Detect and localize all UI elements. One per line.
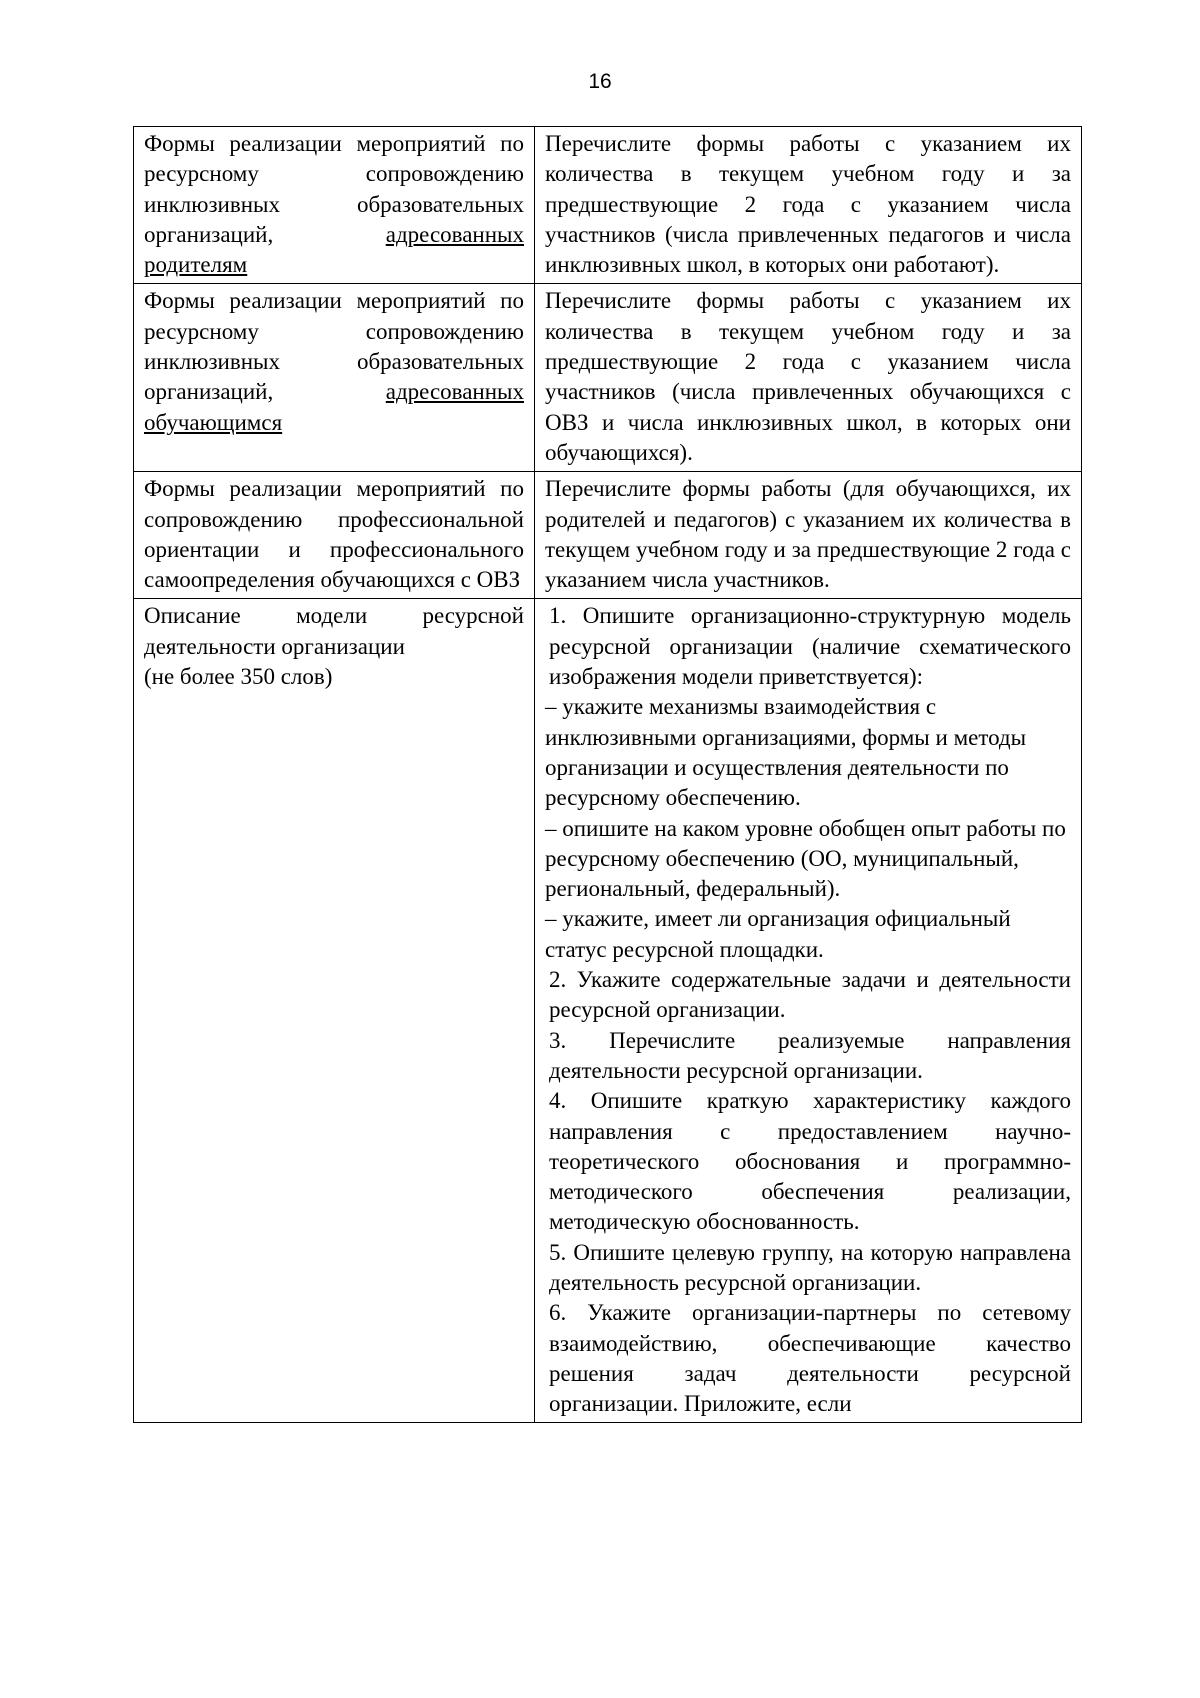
instruction-item-6: 6. Укажите организации-партнеры по сетевому взаимодействию, обеспечивающие качество решения задач деятельности ресурсной организации. Приложите, если bbox=[549, 1300, 1071, 1417]
table-cell-criterion bbox=[134, 599, 535, 1423]
table-cell-criterion bbox=[134, 472, 535, 599]
table-cell-criterion bbox=[134, 284, 535, 472]
instruction-item-3: 3. Перечислите реализуемые направления деятельности ресурсной организации. bbox=[549, 1027, 1071, 1083]
criterion-text: Формы реализации мероприятий по сопровождению профессиональной ориентации и профессионального самоопределения обучающихся с ОВЗ bbox=[144, 476, 524, 593]
criterion-text: Формы реализации мероприятий по ресурсному сопровождению инклюзивных образовательных организаций, bbox=[144, 131, 524, 247]
criterion-underlined-text: адресованных обучающимся bbox=[144, 379, 524, 435]
instruction-text: Перечислите формы работы (для обучающихся, их родителей и педагогов) с указанием их количества в текущем учебном году и за предшествующие 2 года с указанием числа участников. bbox=[545, 476, 1071, 593]
table-row bbox=[134, 284, 1082, 472]
table-row bbox=[134, 127, 1082, 284]
table-row bbox=[134, 599, 1082, 1423]
instruction-text: Перечислите формы работы с указанием их количества в текущем учебном году и за предшествующие 2 года с указанием числа участников (числа привлеченных обучающихся с ОВЗ и числа инклюзивных школ, в которых они обучающихся). bbox=[545, 288, 1071, 465]
table-cell-criterion bbox=[134, 127, 535, 284]
instruction-item-5: 5. Опишите целевую группу, на которую направлена деятельность ресурсной организации. bbox=[549, 1239, 1071, 1295]
page-number: 16 bbox=[588, 70, 612, 93]
instruction-item-1: 1. Опишите организационно-структурную модель ресурсной организации (наличие схематического изображения модели приветствуется): bbox=[549, 603, 1071, 690]
word-limit-note: (не более 350 слов) bbox=[144, 664, 333, 690]
criterion-text: Формы реализации мероприятий по ресурсному сопровождению инклюзивных образовательных организаций, bbox=[144, 288, 524, 405]
table-row bbox=[134, 472, 1082, 599]
instruction-dash-item: – укажите, имеет ли организация официальный статус ресурсной площадки. bbox=[545, 906, 1011, 962]
instruction-dash-item: – опишите на каком уровне обобщен опыт работы по ресурсному обеспечению (ОО, муниципальный, региональный, федеральный). bbox=[545, 815, 1066, 902]
instruction-item-4: 4. Опишите краткую характеристику каждого направления с предоставлением научно-теоретического обоснования и программно-методического обеспечения реализации, методическую обоснованность. bbox=[549, 1088, 1071, 1235]
table-cell-instruction bbox=[535, 284, 1082, 472]
table-cell-instruction bbox=[535, 599, 1082, 1423]
requirements-table bbox=[133, 126, 1082, 1423]
criterion-underlined-text: адресованных родителям bbox=[144, 221, 524, 278]
instruction-item-2: 2. Укажите содержательные задачи и деятельности ресурсной организации. bbox=[549, 967, 1071, 1023]
table-cell-instruction bbox=[535, 472, 1082, 599]
criterion-text: Описание модели ресурсной деятельности организации bbox=[144, 603, 524, 659]
instruction-text: Перечислите формы работы с указанием их количества в текущем учебном году и за предшествующие 2 года с указанием числа участников (числа привлеченных педагогов и числа инклюзивных школ, в которых они работают). bbox=[545, 131, 1071, 278]
instruction-dash-item: – укажите механизмы взаимодействия с инклюзивными организациями, формы и методы организации и осуществления деятельности по ресурсному обеспечению. bbox=[545, 694, 1027, 811]
table-cell-instruction bbox=[535, 127, 1082, 284]
